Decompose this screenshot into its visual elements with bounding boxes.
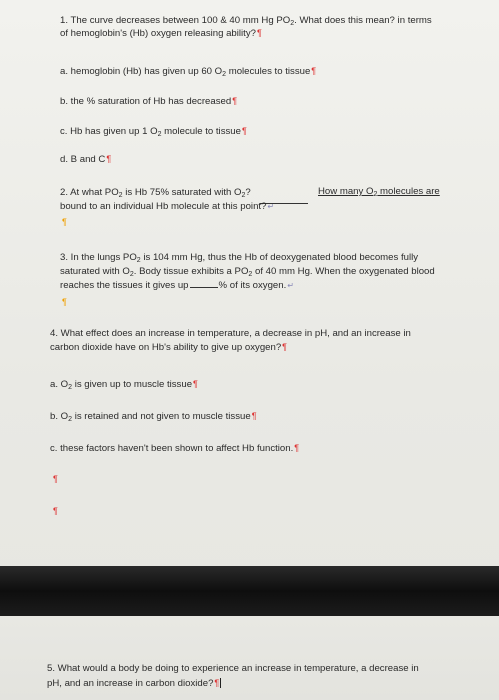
page-divider (0, 566, 499, 616)
q1-line-1: 1. The curve decreases between 100 & 40 mm Hg $PO_2$. What does this mean? in terms (60, 15, 432, 27)
pilcrow-mark: ¶ (241, 126, 247, 136)
q4-option-c[interactable]: c. these factors haven't been shown to affect Hb function.¶ (50, 443, 300, 454)
pilcrow-mark: ¶ (214, 678, 220, 688)
q2-line-1: 2. At what $PO_2$ is Hb 75% saturated with $O_2$? (60, 187, 251, 199)
q1-option-c[interactable]: c. Hb has given up 1 $O_2$ molecule to tissue¶ (60, 126, 247, 138)
q1-option-d[interactable]: d. B and C¶ (60, 154, 112, 165)
q4-option-b[interactable]: b. $O_2$ is retained and not given to muscle tissue¶ (50, 411, 257, 423)
q1-option-b[interactable]: b. the % saturation of Hb has decreased¶ (60, 96, 238, 107)
q4-option-a[interactable]: a. $O_2$ is given up to muscle tissue¶ (50, 379, 198, 391)
document-page-lower (0, 616, 499, 700)
q2-line-1-right: How many $O_2$ molecules are (318, 186, 440, 198)
pilcrow-mark: ¶ (311, 66, 317, 76)
empty-paragraph-mark-2: ¶ (53, 506, 58, 516)
line-break-mark: ↵ (267, 202, 275, 211)
q3-answer-blank[interactable] (190, 279, 218, 288)
q5-line-2: pH, and an increase in carbon dioxide?¶ (47, 678, 220, 689)
q2-line-2: bound to an individual Hb molecule at this point?↵ (60, 201, 275, 212)
q1-option-a[interactable]: a. hemoglobin (Hb) has given up 60 $O_2$ molecules to tissue¶ (60, 66, 317, 78)
q3-paragraph-mark: ¶ (62, 297, 67, 307)
q2-paragraph-mark: ¶ (62, 217, 67, 227)
q4-line-1: 4. What effect does an increase in temperature, a decrease in pH, and an increase in (50, 328, 411, 339)
pilcrow-mark: ¶ (256, 28, 262, 38)
pilcrow-mark: ¶ (232, 96, 238, 106)
q3-line-3: reaches the tissues it gives up % of its oxygen.↵ (60, 280, 294, 291)
q1-line-2: of hemoglobin's (Hb) oxygen releasing ability?¶ (60, 28, 262, 39)
pilcrow-mark: ¶ (282, 342, 288, 352)
line-break-mark: ↵ (287, 281, 294, 290)
q5-line-1: 5. What would a body be doing to experience an increase in temperature, a decrease in (47, 663, 419, 674)
pilcrow-mark: ¶ (193, 379, 198, 389)
empty-paragraph-mark-1: ¶ (53, 474, 58, 484)
pilcrow-mark: ¶ (294, 443, 300, 453)
q3-line-2: saturated with $O_2$. Body tissue exhibits a $PO_2$ of 40 mm Hg. When the oxygenated blood (60, 266, 435, 278)
q3-line-1: 3. In the lungs $PO_2$ is 104 mm Hg, thus the Hb of deoxygenated blood becomes fully (60, 252, 419, 264)
text-cursor (220, 678, 221, 688)
pilcrow-mark: ¶ (251, 411, 257, 421)
pilcrow-mark: ¶ (106, 154, 112, 164)
q4-line-2: carbon dioxide have on Hb's ability to give up oxygen?¶ (50, 342, 288, 353)
